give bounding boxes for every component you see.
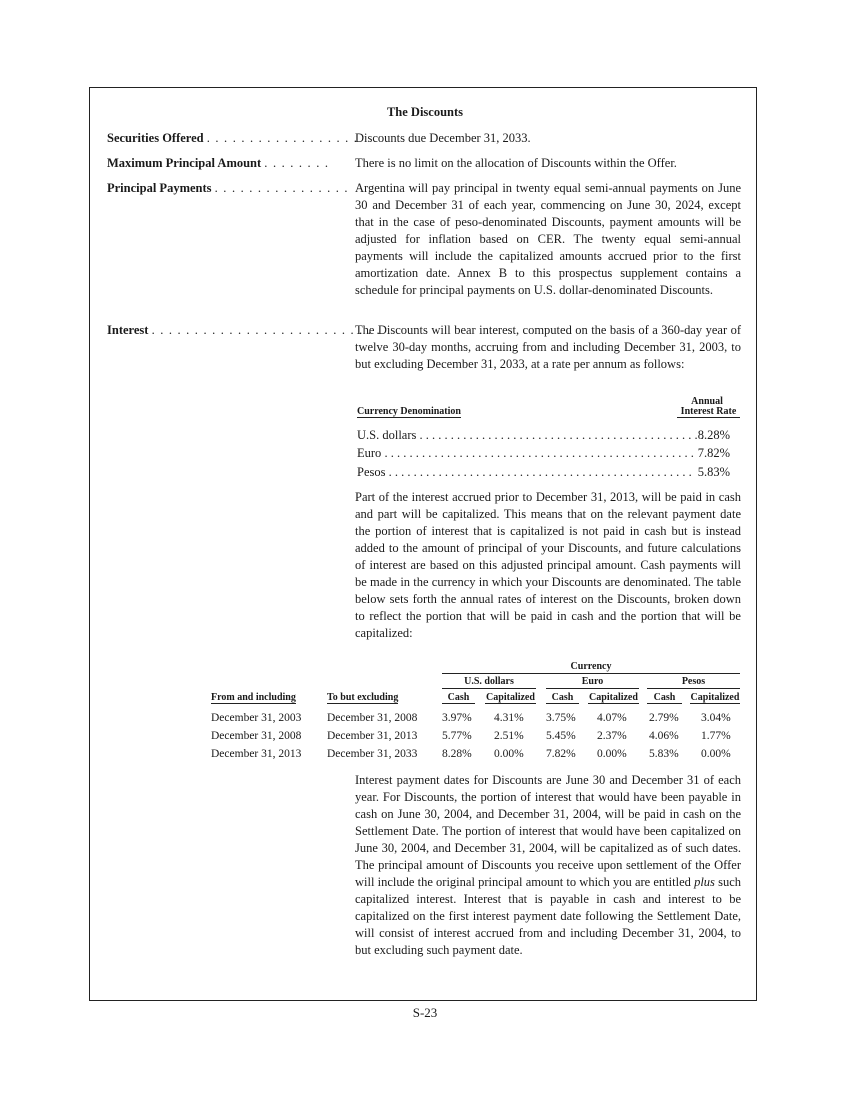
split-cell-from: December 31, 2008 — [211, 730, 302, 742]
split-euro-cash-header: Cash — [546, 692, 579, 704]
split-cell-value: 1.77% — [701, 730, 731, 742]
split-cell-value: 2.79% — [649, 712, 679, 724]
split-cell-value: 3.04% — [701, 712, 731, 724]
split-from-header: From and including — [211, 692, 296, 703]
split-cell-value: 0.00% — [597, 748, 627, 760]
split-cell-value: 4.07% — [597, 712, 627, 724]
split-usd-cash-header: Cash — [442, 692, 475, 704]
split-pesos-cap-header: Capitalized — [690, 692, 740, 703]
split-cell-to: December 31, 2008 — [327, 712, 418, 724]
split-euro-cap-header: Capitalized — [589, 692, 638, 703]
split-usd-cap-header: Capitalized — [486, 692, 535, 703]
term-text-securities-offered: Discounts due December 31, 2033. — [355, 131, 531, 145]
split-cell-value: 7.82% — [546, 748, 576, 760]
term-label-maximum-principal: Maximum Principal Amount . . . . . . . . — [107, 156, 330, 170]
split-cell-value: 2.37% — [597, 730, 627, 742]
split-cell-value: 0.00% — [701, 748, 731, 760]
section-title: The Discounts — [386, 105, 464, 119]
split-cell-value: 3.97% — [442, 712, 472, 724]
rate-row: Euro . . . . . . . . . . . . . . . . . . . . . . . . . . . . . . . . . . . . . . . . . . . . . . . . . . 7.82% — [357, 446, 730, 460]
term-text-interest: The Discounts will bear interest, computed on the basis of a 360-day year of twelve 30-day months, accruing from and including December 31, 2003, to but excluding December 31, 2033, at a rate per annum as follows: — [355, 323, 741, 371]
split-cell-value: 8.28% — [442, 748, 472, 760]
split-cell-value: 2.51% — [494, 730, 524, 742]
capitalization-paragraph: Part of the interest accrued prior to December 31, 2013, will be paid in cash and part will be capitalized. This means that on the relevant payment date the portion of interest that is capitalized is not paid in cash but is instead added to the amount of principal of your Discounts, and future calculations of interest are based on this adjusted principal amount. Cash payments will be made in the currency in which your Discounts are denominated. The table below sets forth the annual rates of interest on the Discounts, broken down to reflect the portion that will be paid in cash and the portion that will be capitalized: — [355, 490, 741, 640]
rate-row: Pesos . . . . . . . . . . . . . . . . . . . . . . . . . . . . . . . . . . . . . . . . . . . . . . . . . 5.83% — [357, 465, 730, 479]
term-label-securities-offered: Securities Offered . . . . . . . . . . . . . . . . . . — [107, 131, 359, 145]
split-group-pesos: Pesos — [647, 676, 740, 689]
split-group-euro: Euro — [546, 676, 639, 689]
page-number: S-23 — [412, 1005, 438, 1020]
term-label-interest: Interest . . . . . . . . . . . . . . . . . . . . . . . . . . . — [107, 323, 381, 337]
payment-dates-paragraph: Interest payment dates for Discounts are June 30 and December 31 of each year. For Discounts, the portion of interest that would have been payable in cash on June 30, 2004, and December 31, 2004, will be paid in cash on the Settlement Date. The portion of interest that would have been capitalized on June 30, 2004, and December 31, 2004, will be capitalized as of such dates. The principal amount of Discounts you receive upon settlement of the Offer will include the original principal amount to which you are entitled plus such capitalized interest. Interest that is payable in cash and interest to be capitalized on the first interest payment date following the Settlement Date, will consist of interest accrued from and including December 31, 2004, to but excluding such payment date. — [355, 773, 742, 957]
split-to-header: To but excluding — [327, 692, 399, 703]
split-cell-value: 5.83% — [649, 748, 679, 760]
term-label-principal-payments: Principal Payments . . . . . . . . . . . . . . . . — [107, 181, 349, 195]
split-cell-value: 5.77% — [442, 730, 472, 742]
term-text-principal-payments: Argentina will pay principal in twenty equal semi-annual payments on June 30 and December 31 of each year, commencing on June 30, 2024, except that in the case of peso-denominated Discounts, payment amounts will be adjusted for inflation based on CER. The twenty equal semi-annual payments will include the capitalized amounts accrued prior to the first amortization date. Annex B to this prospectus supplement contains a schedule for principal payments on U.S. dollar-denominated Discounts. — [355, 181, 741, 297]
rate-col-currency: Currency Denomination — [357, 406, 461, 417]
split-cell-from: December 31, 2003 — [211, 712, 302, 724]
split-group-usd: U.S. dollars — [442, 676, 536, 689]
split-cell-value: 5.45% — [546, 730, 576, 742]
split-cell-value: 3.75% — [546, 712, 576, 724]
split-currency-header: Currency — [442, 661, 740, 674]
split-cell-from: December 31, 2013 — [211, 748, 302, 760]
term-text-maximum-principal: There is no limit on the allocation of Discounts within the Offer. — [355, 156, 677, 170]
split-pesos-cash-header: Cash — [647, 692, 682, 704]
split-cell-value: 4.31% — [494, 712, 524, 724]
rate-col-interest-rate: Interest Rate — [677, 406, 740, 418]
rate-row: U.S. dollars . . . . . . . . . . . . . . . . . . . . . . . . . . . . . . . . . . . . . . . . . . . . . . 8.28% — [357, 428, 730, 442]
split-cell-value: 4.06% — [649, 730, 679, 742]
split-cell-to: December 31, 2033 — [327, 748, 418, 760]
split-cell-value: 0.00% — [494, 748, 524, 760]
rate-col-annual: Annual — [691, 396, 723, 407]
split-cell-to: December 31, 2013 — [327, 730, 418, 742]
